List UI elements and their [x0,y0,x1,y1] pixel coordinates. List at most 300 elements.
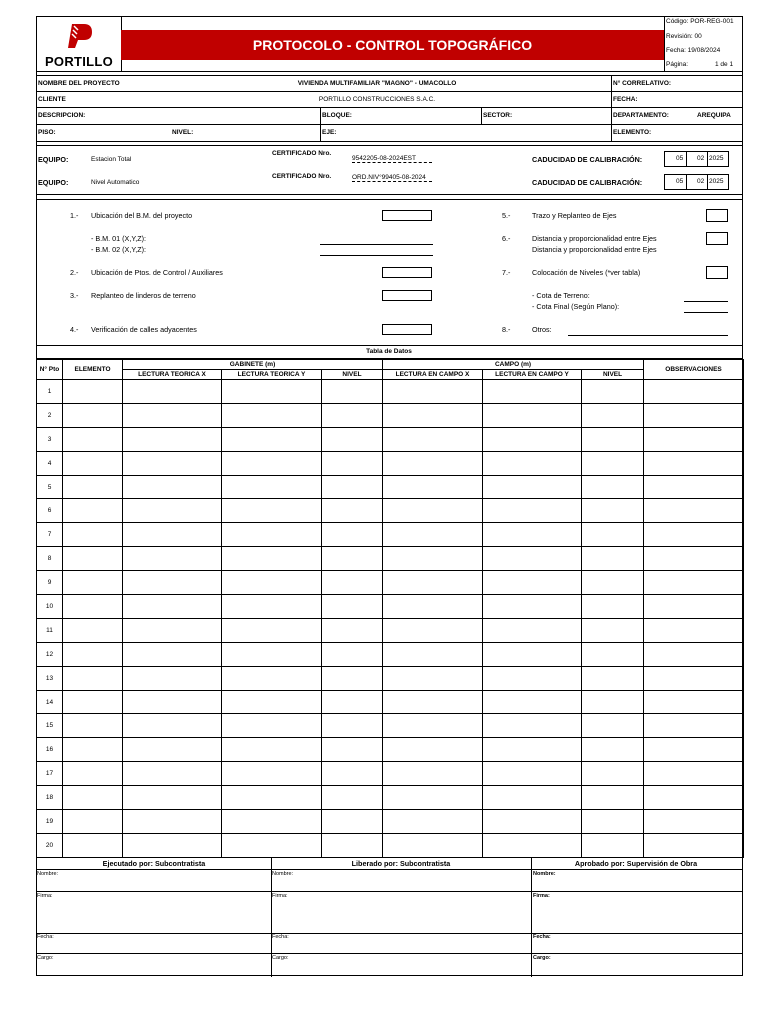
cell-lectura-campo-x[interactable] [383,666,483,690]
cell-lectura-teorica-y[interactable] [222,595,322,619]
doc-page-label: Página: [666,61,689,68]
cell-lectura-campo-x[interactable] [383,618,483,642]
cell-lectura-campo-x[interactable] [383,738,483,762]
equipment-name: Nivel Automatico [91,179,140,186]
cell-nivel-gabinete[interactable] [322,595,383,619]
table-title: Tabla de Datos [366,348,412,355]
checklist-item-distance-2: Distancia y proporcionalidad entre Ejes [532,245,657,254]
cell-nivel-gabinete[interactable] [322,475,383,499]
cell-lectura-campo-y[interactable] [483,523,582,547]
cell-nivel-campo[interactable] [582,499,644,523]
cell-elemento[interactable] [63,690,123,714]
cell-lectura-teorica-x[interactable] [123,571,222,595]
sig-cargo-label: Cargo: [37,955,54,961]
cota-final-field[interactable] [684,312,728,313]
cell-observaciones[interactable] [644,547,744,571]
cell-observaciones[interactable] [644,618,744,642]
cell-lectura-campo-x[interactable] [383,786,483,810]
col-lectura-campo-y: LECTURA EN CAMPO Y [483,370,582,380]
item-number: 2.- [70,268,79,277]
correlativo-label: N° CORRELATIVO: [613,80,672,87]
cell-nivel-gabinete[interactable] [322,833,383,857]
cell-nivel-gabinete[interactable] [322,523,383,547]
row-number: 5 [37,475,63,499]
cell-elemento[interactable] [63,666,123,690]
cell-nivel-campo[interactable] [582,571,644,595]
cell-lectura-campo-x[interactable] [383,595,483,619]
table-row [37,380,744,404]
checkbox-streets[interactable] [382,324,432,335]
bm1-field[interactable] [320,244,433,245]
equipment-name: Estacion Total [91,156,132,163]
calibration-month: 02 [697,178,705,185]
cell-lectura-teorica-x[interactable] [123,523,222,547]
row-number: 12 [37,642,63,666]
col-pto: N° Pto [37,360,63,380]
cell-observaciones[interactable] [644,714,744,738]
cell-observaciones[interactable] [644,571,744,595]
cell-elemento[interactable] [63,810,123,834]
cell-nivel-gabinete[interactable] [322,499,383,523]
row-number: 6 [37,499,63,523]
cell-lectura-teorica-x[interactable] [123,403,222,427]
table-row [37,595,744,619]
table-row [37,523,744,547]
cell-lectura-campo-y[interactable] [483,571,582,595]
bm2-label: - B.M. 02 (X,Y,Z): [91,245,146,254]
cell-observaciones[interactable] [644,499,744,523]
certificate-value: ORD.NIV°99405-08-2024 [352,174,432,182]
cell-lectura-campo-x[interactable] [383,642,483,666]
table-row [37,618,744,642]
cell-lectura-campo-y[interactable] [483,499,582,523]
sig-approved-header: Aprobado por: Supervisión de Obra [574,859,698,868]
cell-nivel-gabinete[interactable] [322,571,383,595]
cell-elemento[interactable] [63,523,123,547]
elemento-label: ELEMENTO: [613,129,652,136]
col-nivel-campo: NIVEL [582,370,644,380]
table-row [37,547,744,571]
row-number: 13 [37,666,63,690]
cell-nivel-campo[interactable] [582,762,644,786]
cell-nivel-campo[interactable] [582,833,644,857]
table-row [37,403,744,427]
certificate-value: 9542205-08-2024EST [352,155,432,163]
cell-lectura-teorica-y[interactable] [222,666,322,690]
cell-lectura-campo-x[interactable] [383,547,483,571]
cell-lectura-campo-y[interactable] [483,547,582,571]
cell-nivel-gabinete[interactable] [322,380,383,404]
checkbox-bm[interactable] [382,210,432,221]
others-field[interactable] [568,335,728,336]
eje-label: EJE: [322,129,337,136]
cell-nivel-campo[interactable] [582,451,644,475]
bm2-field[interactable] [320,255,433,256]
checkbox-axes[interactable] [706,209,728,222]
cell-lectura-teorica-y[interactable] [222,690,322,714]
sig-name-label: Nombre: [272,871,294,877]
cell-nivel-campo[interactable] [582,690,644,714]
cell-lectura-campo-y[interactable] [483,714,582,738]
description-label: DESCRIPCION: [38,112,86,119]
bm1-label: - B.M. 01 (X,Y,Z): [91,234,146,243]
calibration-label: CADUCIDAD DE CALIBRACIÓN: [532,155,643,164]
row-number: 3 [37,427,63,451]
cell-nivel-gabinete[interactable] [322,738,383,762]
table-row [37,427,744,451]
cell-nivel-gabinete[interactable] [322,786,383,810]
cell-observaciones[interactable] [644,475,744,499]
cell-elemento[interactable] [63,762,123,786]
row-number: 1 [37,380,63,404]
cell-lectura-teorica-x[interactable] [123,475,222,499]
cell-observaciones[interactable] [644,595,744,619]
item-number: 4.- [70,325,79,334]
cell-observaciones[interactable] [644,427,744,451]
cell-elemento[interactable] [63,571,123,595]
table-row [37,833,744,857]
certificate-label: CERTIFICADO Nro. [272,150,332,157]
checkbox-boundaries[interactable] [382,290,432,301]
table-row [37,762,744,786]
cell-lectura-teorica-y[interactable] [222,475,322,499]
cell-elemento[interactable] [63,451,123,475]
checklist-item-others: Otros: [532,325,552,334]
calibration-label: CADUCIDAD DE CALIBRACIÓN: [532,178,643,187]
sig-firma-label: Firma: [533,893,550,899]
table-row [37,690,744,714]
row-number: 14 [37,690,63,714]
table-row [37,451,744,475]
logo-text: PORTILLO [44,54,114,69]
cell-nivel-campo[interactable] [582,666,644,690]
project-name-value: VIVIENDA MULTIFAMILIAR "MAGNO" - UMACOLLO [297,80,457,87]
logo [37,17,122,71]
cell-lectura-teorica-y[interactable] [222,523,322,547]
row-number: 17 [37,762,63,786]
cell-observaciones[interactable] [644,451,744,475]
checklist-item-boundaries: Replanteo de linderos de terreno [91,291,196,300]
sig-fecha-label: Fecha: [533,934,551,940]
cell-nivel-campo[interactable] [582,547,644,571]
sector-label: SECTOR: [483,112,513,119]
cell-elemento[interactable] [63,738,123,762]
cell-lectura-teorica-y[interactable] [222,618,322,642]
cell-elemento[interactable] [63,595,123,619]
cell-lectura-campo-y[interactable] [483,738,582,762]
cell-lectura-teorica-x[interactable] [123,690,222,714]
cell-lectura-campo-y[interactable] [483,427,582,451]
item-number: 7.- [502,268,511,277]
cell-lectura-campo-y[interactable] [483,595,582,619]
cell-lectura-teorica-y[interactable] [222,547,322,571]
cell-lectura-campo-x[interactable] [383,380,483,404]
cell-nivel-campo[interactable] [582,523,644,547]
cell-lectura-campo-y[interactable] [483,475,582,499]
checklist-item-streets: Verificación de calles adyacentes [91,325,197,334]
cell-nivel-campo[interactable] [582,810,644,834]
checklist-item-bm: Ubicación del B.M. del proyecto [91,211,193,220]
doc-date: Fecha: 19/08/2024 [666,47,721,54]
certificate-label: CERTIFICADO Nro. [272,173,332,180]
cell-lectura-teorica-x[interactable] [123,666,222,690]
fecha-label: FECHA: [613,96,638,103]
cell-nivel-gabinete[interactable] [322,403,383,427]
cell-lectura-campo-y[interactable] [483,451,582,475]
table-row [37,475,744,499]
cell-lectura-campo-x[interactable] [383,762,483,786]
cell-observaciones[interactable] [644,690,744,714]
cell-lectura-campo-y[interactable] [483,642,582,666]
cell-observaciones[interactable] [644,786,744,810]
table-row [37,786,744,810]
cell-observaciones[interactable] [644,810,744,834]
calibration-year: 2025 [709,155,724,162]
row-number: 7 [37,523,63,547]
cell-lectura-teorica-y[interactable] [222,714,322,738]
client-value: PORTILLO CONSTRUCCIONES S.A.C. [318,96,436,103]
cell-nivel-campo[interactable] [582,786,644,810]
item-number: 1.- [70,211,79,220]
col-elemento: ELEMENTO [63,360,123,380]
sig-name-label: Nombre: [37,871,59,877]
cell-lectura-campo-x[interactable] [383,427,483,451]
cell-nivel-campo[interactable] [582,642,644,666]
cota-terreno-label: - Cota de Terreno: [532,291,590,300]
cell-lectura-campo-x[interactable] [383,475,483,499]
cell-lectura-teorica-x[interactable] [123,451,222,475]
cell-elemento[interactable] [63,833,123,857]
cell-lectura-teorica-y[interactable] [222,738,322,762]
cell-lectura-teorica-x[interactable] [123,738,222,762]
cell-nivel-campo[interactable] [582,427,644,451]
table-row [37,571,744,595]
sig-cargo-label: Cargo: [533,955,551,961]
cell-elemento[interactable] [63,380,123,404]
cell-lectura-teorica-x[interactable] [123,427,222,451]
row-number: 10 [37,595,63,619]
item-number: 8.- [502,325,511,334]
cell-observaciones[interactable] [644,403,744,427]
cell-lectura-campo-y[interactable] [483,762,582,786]
cell-lectura-teorica-x[interactable] [123,833,222,857]
col-lectura-teorica-y: LECTURA TEORICA Y [222,370,322,380]
cell-nivel-campo[interactable] [582,714,644,738]
protocol-sheet [36,16,743,976]
cell-lectura-campo-y[interactable] [483,666,582,690]
cell-lectura-campo-x[interactable] [383,833,483,857]
cell-elemento[interactable] [63,547,123,571]
doc-revision: Revisión: 00 [666,33,702,40]
cell-nivel-gabinete[interactable] [322,642,383,666]
cell-nivel-gabinete[interactable] [322,427,383,451]
cell-lectura-teorica-y[interactable] [222,451,322,475]
calibration-month: 02 [697,155,705,162]
checklist-item-axes: Trazo y Replanteo de Ejes [532,211,617,220]
table-row [37,738,744,762]
cell-nivel-campo[interactable] [582,403,644,427]
piso-label: PISO: [38,129,56,136]
row-number: 2 [37,403,63,427]
cell-elemento[interactable] [63,403,123,427]
cell-elemento[interactable] [63,499,123,523]
row-number: 11 [37,618,63,642]
equipment-label: EQUIPO: [38,155,69,164]
cell-lectura-teorica-y[interactable] [222,642,322,666]
client-label: CLIENTE [38,96,66,103]
calibration-day: 05 [676,178,684,185]
cell-nivel-gabinete[interactable] [322,714,383,738]
cell-observaciones[interactable] [644,738,744,762]
cell-nivel-campo[interactable] [582,738,644,762]
cell-nivel-gabinete[interactable] [322,547,383,571]
cell-lectura-campo-y[interactable] [483,690,582,714]
cell-lectura-teorica-y[interactable] [222,786,322,810]
row-number: 19 [37,810,63,834]
checklist-item-distance: Distancia y proporcionalidad entre Ejes [532,234,657,243]
cell-lectura-teorica-x[interactable] [123,714,222,738]
cell-elemento[interactable] [63,642,123,666]
row-number: 18 [37,786,63,810]
cell-lectura-teorica-y[interactable] [222,833,322,857]
doc-page-value: 1 de 1 [715,61,734,68]
row-number: 9 [37,571,63,595]
table-row [37,499,744,523]
cell-lectura-campo-y[interactable] [483,833,582,857]
calibration-day: 05 [676,155,684,162]
row-number: 8 [37,547,63,571]
checkbox-distance[interactable] [706,232,728,245]
cell-nivel-campo[interactable] [582,475,644,499]
doc-code: Código: POR-REG-001 [666,18,734,25]
cell-nivel-gabinete[interactable] [322,762,383,786]
cell-nivel-campo[interactable] [582,618,644,642]
sig-firma-label: Firma: [37,893,53,899]
cell-lectura-campo-x[interactable] [383,403,483,427]
cell-nivel-gabinete[interactable] [322,810,383,834]
row-number: 20 [37,833,63,857]
gabinete-header: GABINETE (m) [123,360,383,370]
sig-executed-header: Ejecutado por: Subcontratista [102,859,206,868]
cota-final-label: - Cota Final (Según Plano): [532,302,620,311]
col-lectura-campo-x: LECTURA EN CAMPO X [383,370,483,380]
cell-lectura-teorica-y[interactable] [222,762,322,786]
checklist-item-levels: Colocación de Niveles (*ver tabla) [532,268,641,277]
cell-nivel-campo[interactable] [582,595,644,619]
cell-lectura-campo-x[interactable] [383,714,483,738]
cell-elemento[interactable] [63,475,123,499]
cell-elemento[interactable] [63,714,123,738]
portillo-logo-icon [64,20,94,50]
cell-elemento[interactable] [63,786,123,810]
cell-lectura-teorica-y[interactable] [222,571,322,595]
cell-lectura-teorica-x[interactable] [123,810,222,834]
calibration-year: 2025 [709,178,724,185]
cell-lectura-campo-y[interactable] [483,380,582,404]
cell-lectura-teorica-x[interactable] [123,499,222,523]
project-name-label: NOMBRE DEL PROYECTO [38,80,120,87]
row-number: 16 [37,738,63,762]
cell-observaciones[interactable] [644,666,744,690]
row-number: 15 [37,714,63,738]
item-number: 6.- [502,234,511,243]
cell-nivel-campo[interactable] [582,380,644,404]
sig-firma-label: Firma: [272,893,288,899]
col-nivel-gabinete: NIVEL [322,370,383,380]
checklist-item-control-points: Ubicación de Ptos. de Control / Auxiliares [91,268,223,277]
cell-lectura-campo-x[interactable] [383,451,483,475]
cell-lectura-teorica-x[interactable] [123,595,222,619]
cell-lectura-teorica-y[interactable] [222,810,322,834]
col-lectura-teorica-x: LECTURA TEORICA X [123,370,222,380]
cell-lectura-teorica-x[interactable] [123,618,222,642]
cell-observaciones[interactable] [644,523,744,547]
departamento-label: DEPARTAMENTO: [613,112,669,119]
cell-lectura-teorica-y[interactable] [222,499,322,523]
cell-lectura-teorica-y[interactable] [222,427,322,451]
col-observaciones: OBSERVACIONES [644,360,744,380]
page-title: PROTOCOLO - CONTROL TOPOGRÁFICO [252,37,533,53]
bloque-label: BLOQUE: [322,112,352,119]
departamento-value: AREQUIPA [697,112,731,119]
campo-header: CAMPO (m) [383,360,644,370]
sig-name-label: Nombre: [533,871,556,877]
cell-observaciones[interactable] [644,380,744,404]
sig-released-header: Liberado por: Subcontratista [351,859,451,868]
cell-observaciones[interactable] [644,833,744,857]
equipment-label: EQUIPO: [38,178,69,187]
checkbox-control-points[interactable] [382,267,432,278]
cell-lectura-campo-y[interactable] [483,786,582,810]
cell-lectura-teorica-x[interactable] [123,642,222,666]
cell-lectura-campo-x[interactable] [383,499,483,523]
cell-lectura-campo-y[interactable] [483,618,582,642]
cell-lectura-teorica-y[interactable] [222,380,322,404]
cell-lectura-teorica-x[interactable] [123,762,222,786]
cell-lectura-teorica-x[interactable] [123,547,222,571]
cell-nivel-gabinete[interactable] [322,618,383,642]
cell-nivel-gabinete[interactable] [322,690,383,714]
cell-observaciones[interactable] [644,762,744,786]
sig-fecha-label: Fecha: [37,934,54,940]
cell-observaciones[interactable] [644,642,744,666]
table-row [37,666,744,690]
cell-lectura-teorica-x[interactable] [123,380,222,404]
cell-lectura-campo-y[interactable] [483,810,582,834]
cell-lectura-teorica-y[interactable] [222,403,322,427]
cell-lectura-campo-x[interactable] [383,523,483,547]
item-number: 3.- [70,291,79,300]
sig-fecha-label: Fecha: [272,934,289,940]
cell-lectura-campo-y[interactable] [483,403,582,427]
cell-elemento[interactable] [63,618,123,642]
cota-terreno-field[interactable] [684,301,728,302]
cell-nivel-gabinete[interactable] [322,451,383,475]
cell-lectura-teorica-x[interactable] [123,786,222,810]
checkbox-levels[interactable] [706,266,728,279]
cell-lectura-campo-x[interactable] [383,810,483,834]
row-number: 4 [37,451,63,475]
sig-cargo-label: Cargo: [272,955,289,961]
cell-lectura-campo-x[interactable] [383,690,483,714]
cell-lectura-campo-x[interactable] [383,571,483,595]
data-table [36,359,744,858]
table-row [37,810,744,834]
table-row [37,714,744,738]
item-number: 5.- [502,211,511,220]
cell-nivel-gabinete[interactable] [322,666,383,690]
cell-elemento[interactable] [63,427,123,451]
